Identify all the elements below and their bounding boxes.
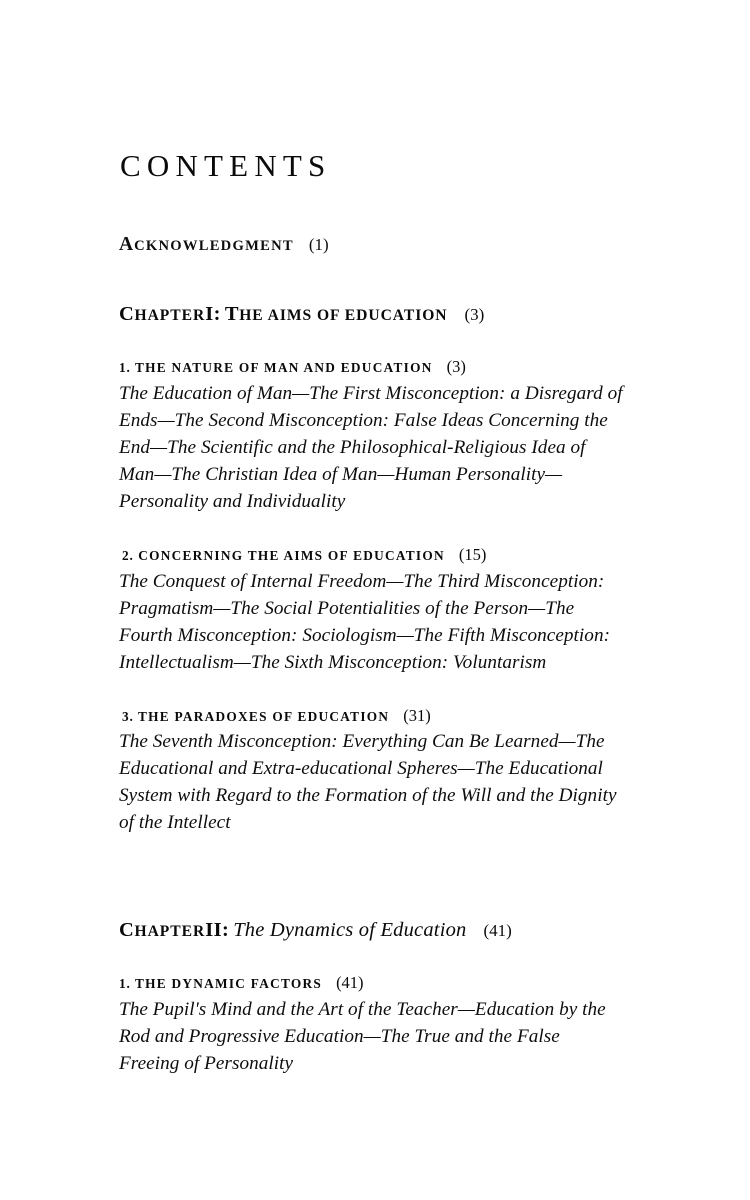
chapter-1-heading[interactable] [119,302,629,327]
chapter-2-label-initial: C [119,919,135,942]
page-title: CONTENTS [120,148,332,183]
section-1-2-description: The Conquest of Internal Freedom—The Third Misconception: Pragmatism—The Social Potentialities of the Person—The Fourth Misconception: Sociologism—The Fifth Misconception: Intellectualism—The Sixth Misconception: Voluntarism [119,570,611,673]
chapter-1-label-rest: HAPTER [134,307,206,325]
chapter-1-title-rest: HE AIMS OF EDUCATION [239,307,448,325]
section-2-1-title: THE DYNAMIC FACTORS [134,975,323,991]
section-1-2-number: 2. [122,547,134,563]
chapter-2-block [119,918,629,1076]
toc-section-2-1 [119,973,629,1077]
chapter-1-title-initial: T [224,303,240,326]
section-2-1-description: The Pupil's Mind and the Art of the Teacher—Education by the Rod and Progressive Education—The True and the False Freeing of Personality [119,998,606,1074]
section-1-2-title: CONCERNING THE AIMS OF EDUCATION [138,547,445,563]
section-1-3-page-number: (31) [403,705,431,725]
section-1-1-number: 1. [119,359,131,375]
toc-section-1-3 [119,706,629,837]
section-1-2-heading[interactable] [122,545,629,565]
chapter-2-roman-numeral: II: [205,919,230,942]
section-1-1-description: The Education of Man—The First Misconception: a Disregard of Ends—The Second Misconception: False Ideas Concerning the End—The Scientific and the Philosophical-Religious Idea of Man—The Christian Idea of Man—Human Personality—Personality and Individuality [119,382,623,512]
chapter-1-label-initial: C [119,303,135,326]
chapter-separator-space [119,836,629,872]
acknowledgment-page-number: (1) [308,235,329,254]
toc-section-1-1 [119,357,629,515]
toc-section-1-2 [119,545,629,676]
chapter-1-page-number: (3) [464,305,485,325]
chapter-2-title: The Dynamics of Education [233,919,467,942]
chapter-2-label-rest: HAPTER [134,923,206,941]
chapter-2-heading[interactable] [119,918,629,943]
section-1-1-title: THE NATURE OF MAN AND EDUCATION [134,359,433,375]
section-2-1-number: 1. [119,975,131,991]
toc-entry-acknowledgment[interactable] [119,233,629,256]
section-1-2-page-number: (15) [458,544,487,564]
chapter-1-block [119,302,629,836]
contents-body [119,150,629,1077]
section-1-3-heading[interactable] [122,706,629,726]
section-1-3-description: The Seventh Misconception: Everything Can Be Learned—The Educational and Extra-educational Spheres—The Educational System with Regard to the Formation of the Will and the Dignity of the Intellect [119,731,617,834]
section-1-3-title: THE PARADOXES OF EDUCATION [137,708,390,724]
acknowledgment-label-rest: CKNOWLEDGMENT [134,238,294,254]
section-2-1-page-number: (41) [336,972,364,992]
section-1-3-number: 3. [122,708,134,724]
section-1-1-heading[interactable] [119,357,629,377]
chapter-1-roman-numeral: I: [205,303,221,326]
section-1-1-page-number: (3) [446,356,466,376]
acknowledgment-label-initial: A [119,234,135,255]
section-2-1-heading[interactable] [119,973,629,993]
chapter-2-page-number: (41) [483,921,512,941]
